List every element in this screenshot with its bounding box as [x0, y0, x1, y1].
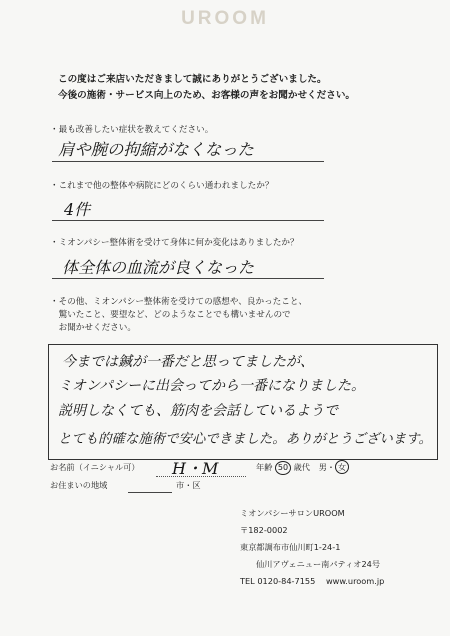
salon-contact	[240, 573, 384, 590]
question-2: ・これまで他の整体や病院にどのくらい通われましたか？	[50, 181, 274, 191]
age-value: 50	[275, 461, 291, 475]
comment-line: 今までは鍼が一番だと思ってましたが、	[62, 354, 314, 370]
answer-2-line	[52, 220, 324, 221]
gender-female-circled: 女	[335, 460, 349, 474]
question-4-line: お聞かせください。	[50, 323, 136, 333]
address-underline	[128, 492, 172, 493]
intro-text	[58, 72, 355, 104]
answer-3: 体全体の血流が良くなった	[62, 258, 255, 277]
gender-male: 男	[318, 462, 327, 472]
question-3: ・ミオンパシー整体術を受けて身体に何か変化はありましたか？	[50, 238, 299, 248]
comment-line: とても的確な施術で安心できました。ありがとうございます。	[58, 432, 432, 447]
question-4	[50, 296, 307, 335]
age-suffix: 歳代	[293, 462, 310, 472]
address-suffix: 市・区	[176, 480, 201, 490]
answer-1: 肩や腕の拘縮がなくなった	[58, 140, 254, 159]
address-label: お住まいの地域	[50, 480, 108, 490]
salon-phone: TEL 0120-84-7155	[240, 576, 316, 586]
question-1: ・最も改善したい症状を教えてください。	[50, 125, 214, 135]
name-label: お名前（イニシャル可）	[50, 462, 140, 472]
age-field	[256, 459, 349, 476]
gender-separator: ・	[326, 462, 336, 472]
salon-website: www.uroom.jp	[325, 576, 385, 586]
answer-3-line	[52, 278, 324, 279]
intro-line: この度はご来店いただきまして誠にありがとうございました。	[58, 74, 327, 85]
question-4-line: ・その他、ミオンパシー整体術を受けての感想や、良かったこと、	[50, 297, 308, 307]
age-label: 年齢	[256, 462, 273, 472]
answer-1-line	[52, 161, 324, 162]
salon-name: ミオンパシーサロンUROOM	[240, 508, 345, 518]
name-underline	[156, 476, 246, 477]
answer-2: 4件	[64, 200, 91, 219]
salon-building: 仙川アヴェニュー南パティオ24号	[256, 559, 381, 569]
intro-line: 今後の施術・サービス向上のため、お客様の声をお聞かせください。	[58, 90, 356, 101]
comment-line: ミオンパシーに出会ってから一番になりました。	[58, 378, 366, 394]
salon-info	[240, 505, 384, 590]
name-value: H・M	[172, 459, 219, 478]
uroom-logo: UROOM	[181, 8, 269, 29]
salon-postal: 〒182-0002	[240, 525, 288, 535]
question-4-line: 驚いたこと、要望など、どのようなことでも構いませんので	[50, 310, 291, 320]
comment-line: 説明しなくても、筋肉を会話しているようで	[58, 403, 338, 419]
salon-address: 東京都調布市仙川町1-24-1	[240, 542, 341, 552]
